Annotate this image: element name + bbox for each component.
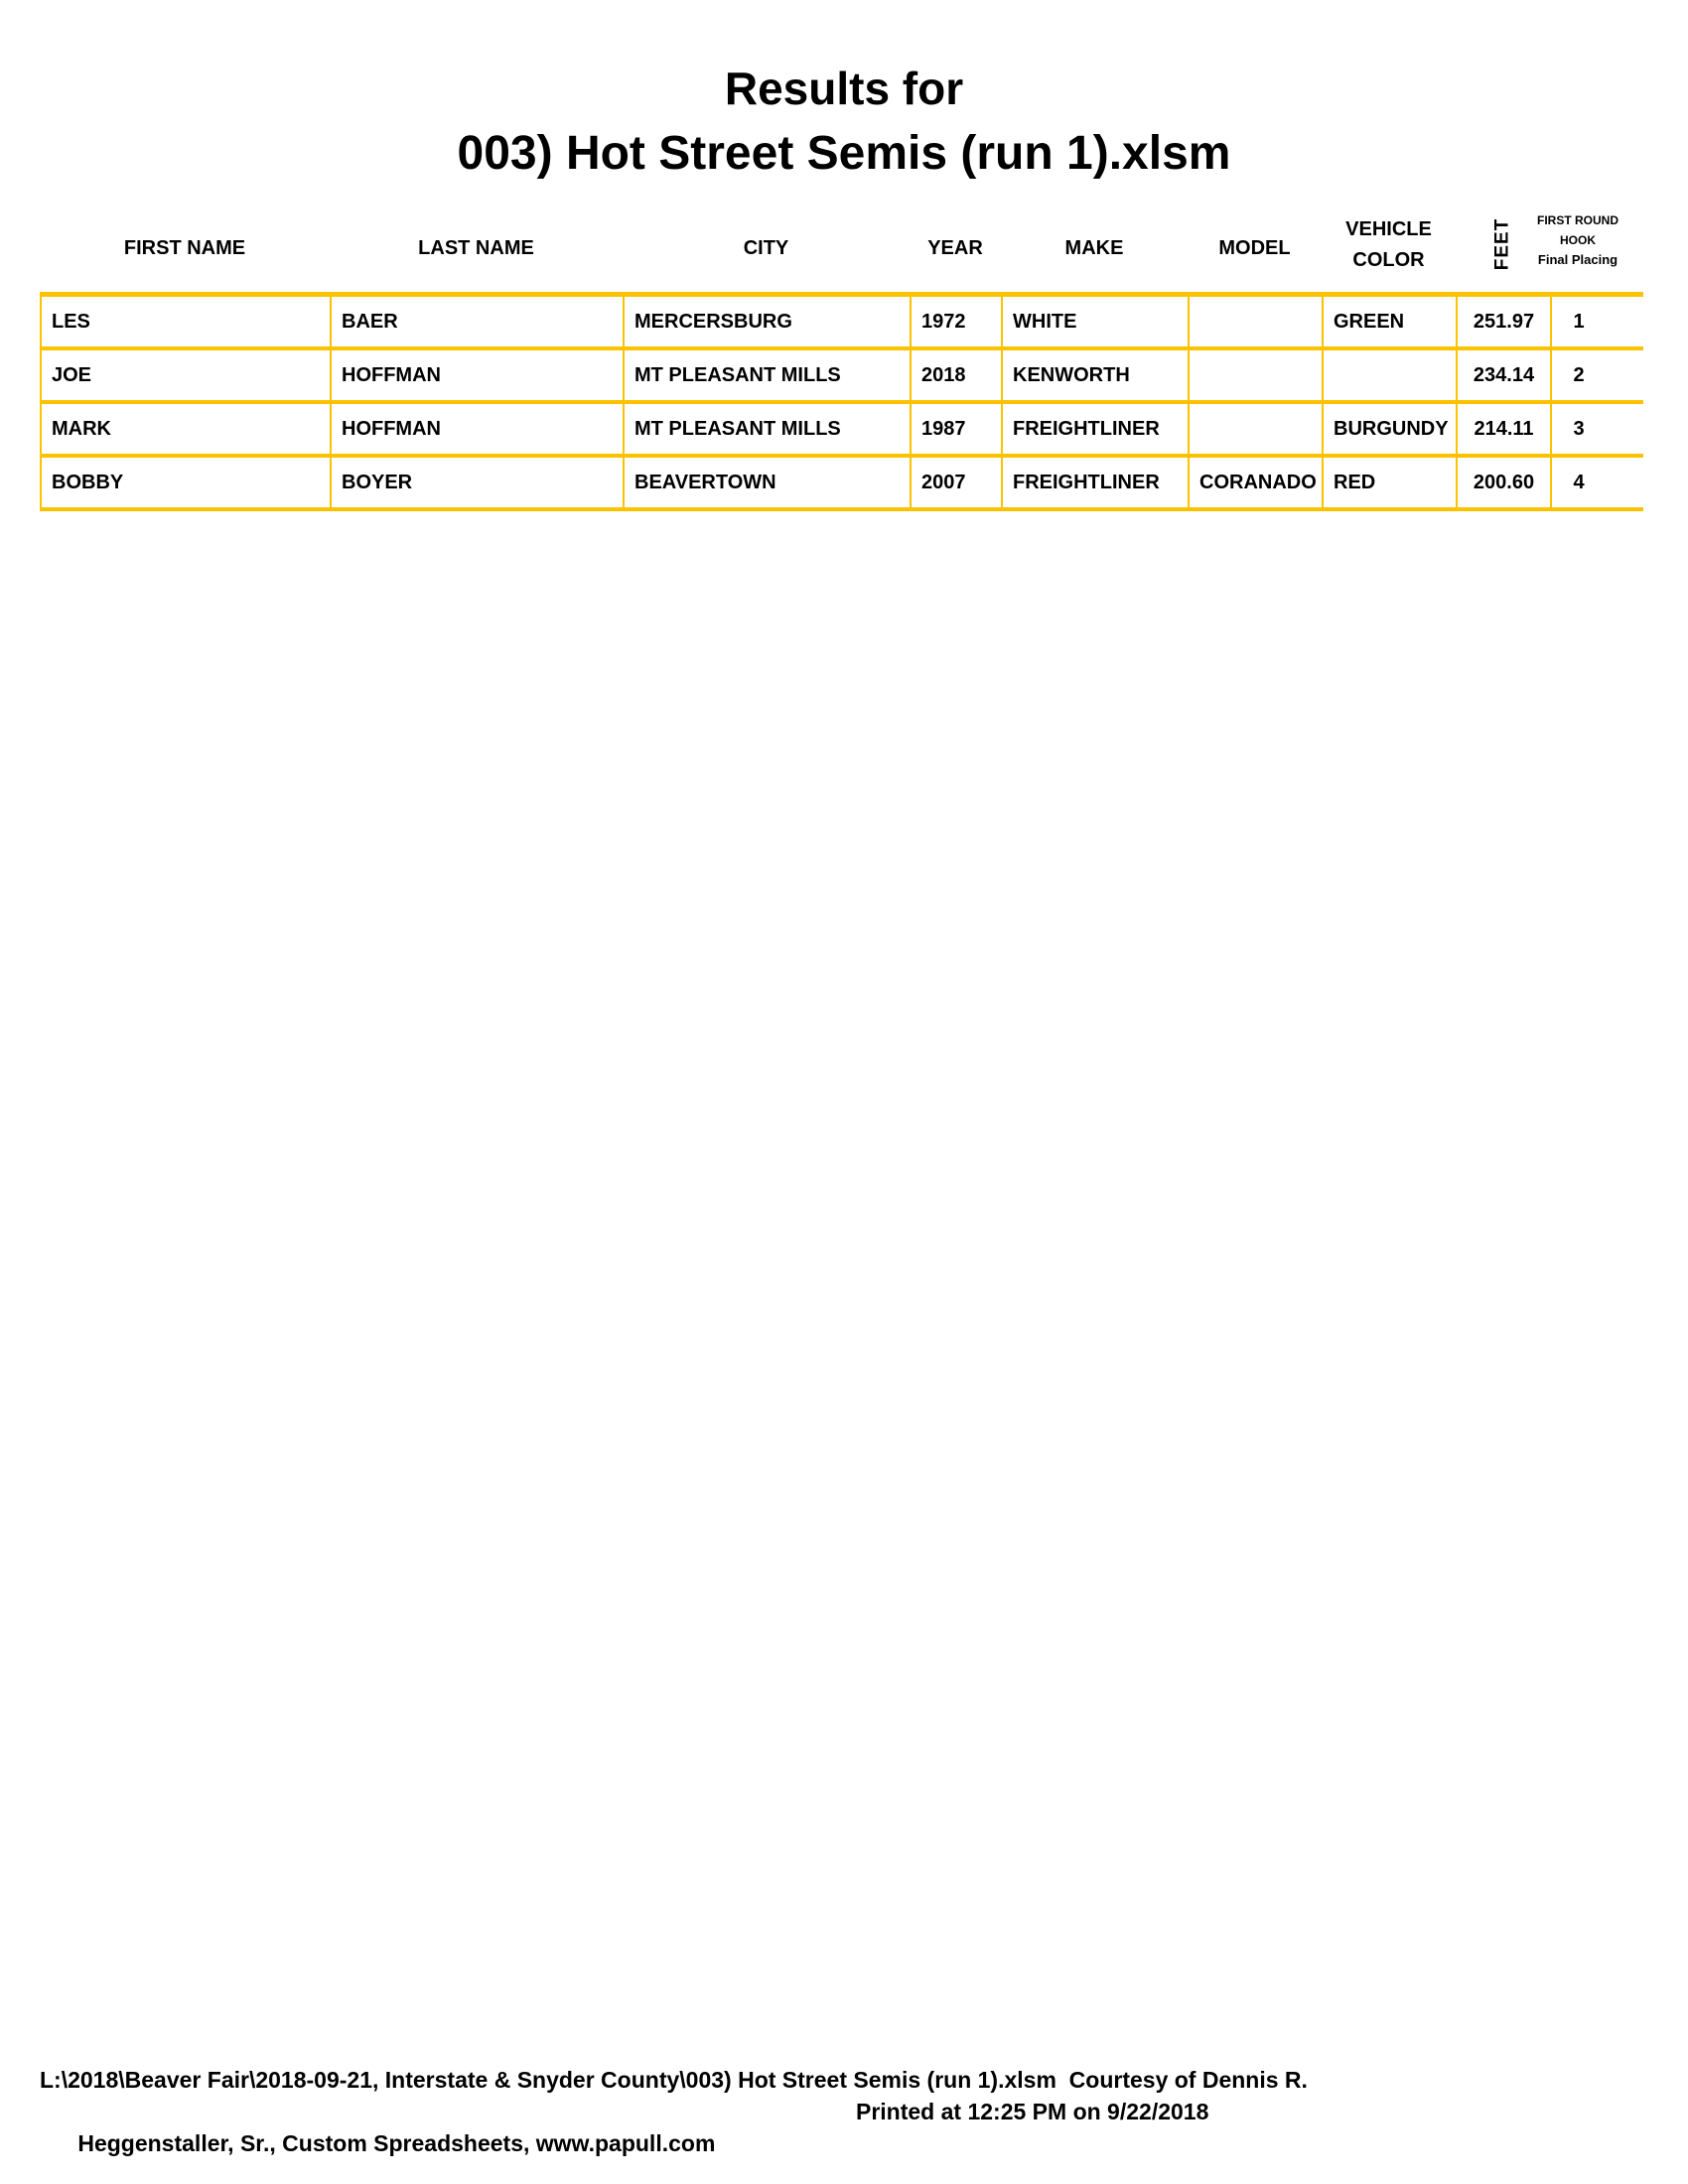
cell-last-name: HOFFMAN — [330, 350, 623, 400]
feet-rotated-label: FEET — [1491, 217, 1513, 271]
filler-cell — [1606, 404, 1643, 454]
cell-year: 1987 — [910, 404, 1001, 454]
filler-cell — [1606, 350, 1643, 400]
cell-last-name: BOYER — [330, 458, 623, 507]
cell-make: KENWORTH — [1001, 350, 1188, 400]
cell-year: 2018 — [910, 350, 1001, 400]
cell-feet: 251.97 — [1456, 297, 1550, 346]
cell-year: 1972 — [910, 297, 1001, 346]
vehicle-color-line2: COLOR — [1352, 249, 1425, 271]
cell-model — [1188, 350, 1322, 400]
footer-line2 — [40, 2096, 1648, 2184]
column-header-final-placing — [1517, 210, 1638, 270]
report-title-line2: 003) Hot Street Semis (run 1).xlsm — [457, 127, 1231, 180]
cell-placing: 2 — [1550, 350, 1606, 400]
cell-year: 2007 — [910, 458, 1001, 507]
final-header-line1: FIRST ROUND — [1537, 213, 1618, 227]
footer-credit: Heggenstaller, Sr., Custom Spreadsheets, www.papull.com — [77, 2130, 716, 2156]
cell-feet: 200.60 — [1456, 458, 1550, 507]
cell-placing: 1 — [1550, 297, 1606, 346]
cell-first-name: MARK — [40, 404, 330, 454]
results-table — [40, 292, 1643, 511]
cell-model — [1188, 404, 1322, 454]
cell-make: FREIGHTLINER — [1001, 458, 1188, 507]
table-row — [40, 458, 1643, 511]
footer-printed-timestamp: Printed at 12:25 PM on 9/22/2018 — [856, 2099, 1209, 2124]
column-header-first-name: FIRST NAME — [123, 237, 246, 259]
final-header-line3: Final Placing — [1537, 252, 1618, 267]
column-header-make: MAKE — [1064, 237, 1124, 259]
table-row — [40, 404, 1643, 458]
filler-cell — [1606, 297, 1643, 346]
cell-first-name: JOE — [40, 350, 330, 400]
cell-city: BEAVERTOWN — [623, 458, 910, 507]
report-title-line1: Results for — [724, 63, 964, 114]
cell-vehicle-color: RED — [1322, 458, 1456, 507]
cell-model: CORANADO — [1188, 458, 1322, 507]
column-header-model: MODEL — [1218, 237, 1291, 259]
cell-city: MT PLEASANT MILLS — [623, 350, 910, 400]
cell-city: MT PLEASANT MILLS — [623, 404, 910, 454]
column-header-year: YEAR — [927, 237, 983, 259]
column-header-last-name: LAST NAME — [418, 237, 534, 259]
table-row — [40, 350, 1643, 404]
column-header-city: CITY — [743, 237, 789, 259]
cell-vehicle-color: BURGUNDY — [1322, 404, 1456, 454]
results-table-body — [40, 297, 1643, 511]
cell-first-name: BOBBY — [40, 458, 330, 507]
cell-feet: 214.11 — [1456, 404, 1550, 454]
cell-make: WHITE — [1001, 297, 1188, 346]
cell-first-name: LES — [40, 297, 330, 346]
cell-vehicle-color: GREEN — [1322, 297, 1456, 346]
filler-cell — [1606, 458, 1643, 507]
vehicle-color-line1: VEHICLE — [1345, 218, 1432, 240]
cell-last-name: HOFFMAN — [330, 404, 623, 454]
cell-make: FREIGHTLINER — [1001, 404, 1188, 454]
cell-city: MERCERSBURG — [623, 297, 910, 346]
footer-file-path: L:\2018\Beaver Fair\2018-09-21, Interstate & Snyder County\003) Hot Street Semis (run 1).xlsm Courtesy of Dennis R. — [40, 2067, 1308, 2093]
cell-last-name: BAER — [330, 297, 623, 346]
cell-placing: 4 — [1550, 458, 1606, 507]
column-header-vehicle-color — [1322, 214, 1456, 276]
cell-model — [1188, 297, 1322, 346]
page-footer — [40, 2064, 1648, 2184]
table-row — [40, 297, 1643, 350]
cell-placing: 3 — [1550, 404, 1606, 454]
cell-vehicle-color — [1322, 350, 1456, 400]
cell-feet: 234.14 — [1456, 350, 1550, 400]
final-header-line2: HOOK — [1560, 233, 1596, 247]
